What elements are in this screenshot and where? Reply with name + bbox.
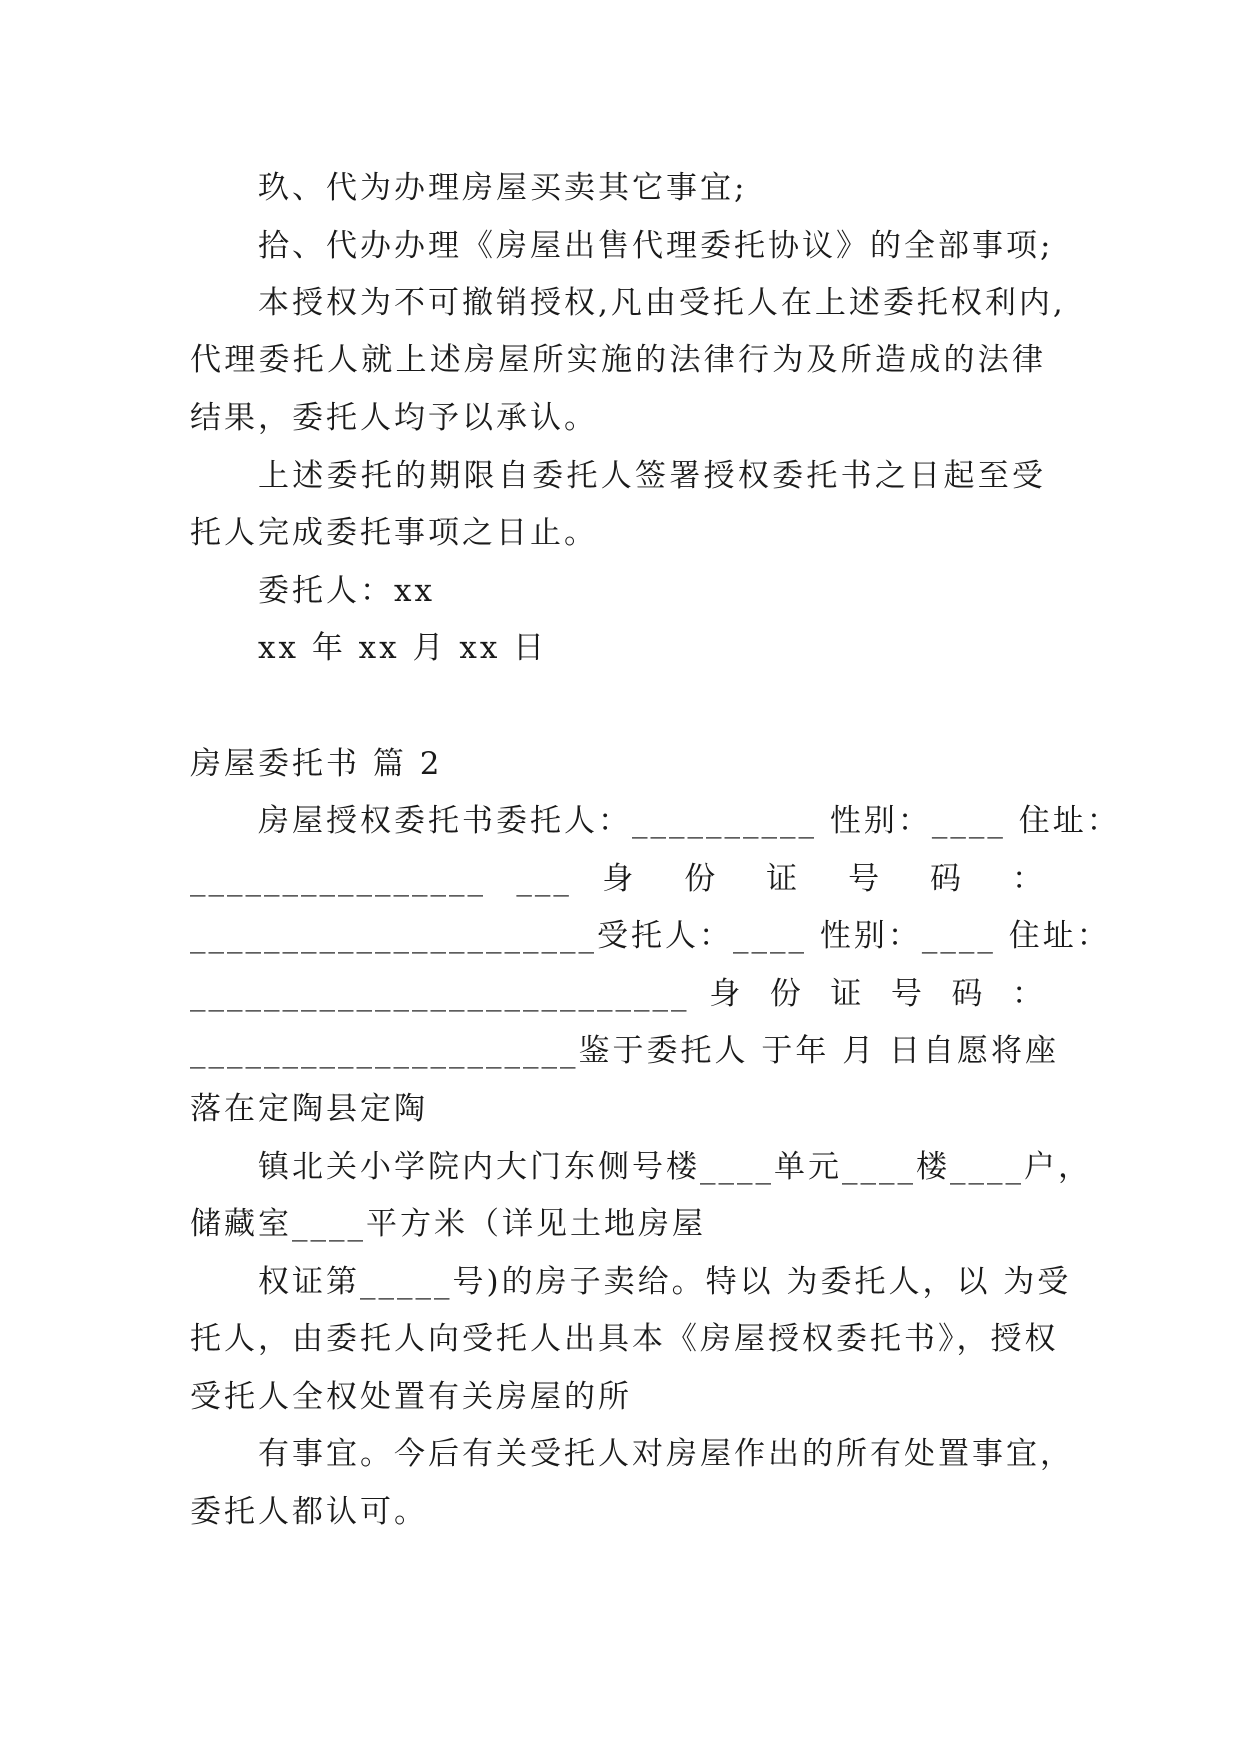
paragraph-term-line-1: 上述委托的期限自委托人签署授权委托书之日起至受	[258, 458, 1046, 494]
form-line-disposal: 受托人全权处置有关房屋的所	[190, 1379, 632, 1415]
signature-date: xx 年 xx 月 xx 日	[258, 630, 548, 666]
paragraph-irrevocable-line-2: 代理委托人就上述房屋所实施的法律行为及所造成的法律	[190, 342, 1046, 378]
form-line-agent-id: ___________________________ 身 份 证 号 码 ：	[190, 976, 1046, 1012]
form-line-principal-id: ________________ ___ 身 份 证 号 码 ：	[190, 861, 1046, 897]
principal-signature: 委托人：xx	[258, 573, 435, 609]
form-line-location: 落在定陶县定陶	[190, 1091, 428, 1127]
paragraph-irrevocable-line-3: 结果，委托人均予以承认。	[190, 400, 598, 436]
section-heading: 房屋委托书 篇 2	[190, 746, 443, 782]
paragraph-item-9: 玖、代为办理房屋买卖其它事宜;	[258, 170, 748, 206]
form-line-storage: 储藏室____平方米（详见土地房屋	[190, 1206, 706, 1242]
form-line-authorization: 托人，由委托人向受托人出具本《房屋授权委托书》，授权	[190, 1321, 1059, 1357]
form-line-agent: ______________________受托人：____ 性别：____ 住址：	[190, 918, 1111, 954]
form-line-certificate: 权证第_____号)的房子卖给。特以 为委托人，以 为受	[258, 1264, 1072, 1300]
form-line-address: 镇北关小学院内大门东侧号楼____单元____楼____户，	[258, 1149, 1092, 1185]
paragraph-irrevocable-line-1: 本授权为不可撤销授权,凡由受托人在上述委托权利内,	[258, 285, 1066, 321]
paragraph-item-10: 拾、代办办理《房屋出售代理委托协议》的全部事项;	[258, 228, 1054, 264]
paragraph-term-line-2: 托人完成委托事项之日止。	[190, 515, 598, 551]
form-line-principal: 房屋授权委托书委托人：__________ 性别：____ 住址：	[258, 803, 1121, 839]
form-line-statement: _____________________鉴于委托人 于年 月 日自愿将座	[190, 1033, 1060, 1069]
form-line-matters: 有事宜。今后有关受托人对房屋作出的所有处置事宜，	[258, 1436, 1074, 1472]
form-line-acknowledge: 委托人都认可。	[190, 1494, 428, 1530]
